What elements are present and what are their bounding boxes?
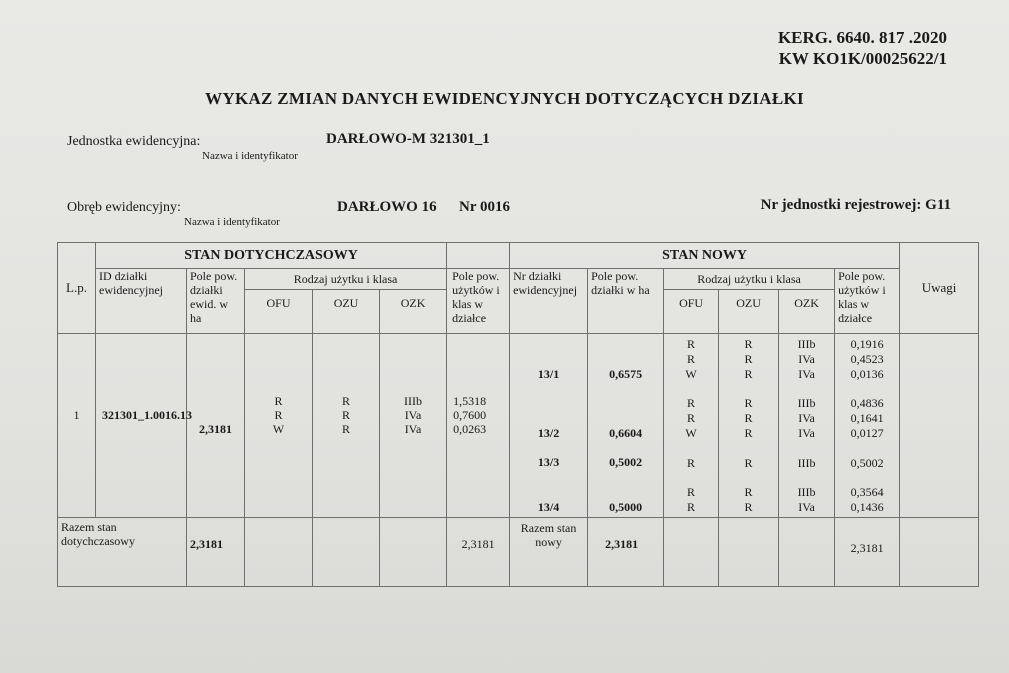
old-ofu-cell <box>245 334 313 518</box>
total-new-pole: 2,3181 <box>835 518 900 587</box>
old-ozu-1: R <box>341 394 350 408</box>
new-ozk-3-1: IIIb <box>797 456 816 470</box>
total-old-label: Razem stan dotychczasowy <box>58 518 187 587</box>
changes-table <box>57 242 979 587</box>
total-old-pole: 2,3181 <box>447 518 510 587</box>
new-ozu-3-1: R <box>744 456 753 470</box>
new-pole-1-1: 0,1916 <box>850 337 884 351</box>
row-pole-ewid: 2,3181 <box>199 422 232 436</box>
col-uwagi: Uwagi <box>900 243 979 334</box>
section-old-state: STAN DOTYCHCZASOWY <box>96 243 447 269</box>
new-ozu-1-1: R <box>744 337 753 351</box>
old-pole-1: 1,5318 <box>453 394 487 408</box>
new-pole-2-1: 0,4836 <box>850 396 884 410</box>
precinct-value: DARŁOWO 16 <box>337 199 437 215</box>
new-ozk-2-3: IVa <box>798 426 815 440</box>
col-pole-uzytkow-old: Pole pow. użytków i klas w działce <box>447 269 510 334</box>
new-parcel-4-area: 0,5000 <box>609 500 643 514</box>
new-ozk-1-3: IVa <box>798 367 815 381</box>
new-pole-1-3: 0,0136 <box>850 367 884 381</box>
old-ozk-2: IVa <box>404 408 422 422</box>
new-ofu-1-3: W <box>685 367 697 381</box>
precinct-number: Nr 0016 <box>459 199 510 215</box>
total-new-area: 2,3181 <box>588 518 664 587</box>
unit-label: Jednostka ewidencyjna: <box>67 134 201 149</box>
new-parcel-3-nr: 13/3 <box>537 455 560 469</box>
col-rodzaj-new: Rodzaj użytku i klasa <box>664 269 834 290</box>
col-nr-dzialki: Nr działki ewidencyjnej <box>510 269 588 334</box>
new-ofu-1-2: R <box>687 352 696 366</box>
new-parcel-3-area: 0,5002 <box>609 455 643 469</box>
old-ozu-3: R <box>341 422 350 436</box>
col-ofu-old: OFU <box>245 290 313 333</box>
new-pole-2-2: 0,1641 <box>850 411 884 425</box>
new-ozu-1-2: R <box>744 352 753 366</box>
new-pole-1-2: 0,4523 <box>850 352 884 366</box>
new-area-cell <box>588 334 664 518</box>
new-ozk-cell <box>779 334 835 518</box>
old-ozu-2: R <box>341 408 350 422</box>
col-lp: L.p. <box>58 243 96 334</box>
new-ozk-1-1: IIIb <box>797 337 816 351</box>
new-ozk-2-2: IVa <box>798 411 815 425</box>
col-ofu-new: OFU <box>664 290 719 333</box>
new-nr-cell <box>510 334 588 518</box>
document-reference <box>778 27 947 69</box>
new-ozu-cell <box>719 334 779 518</box>
new-parcel-1-nr: 13/1 <box>537 367 560 381</box>
old-pole-2: 0,7600 <box>453 408 487 422</box>
total-new-label: Razem stan nowy <box>510 518 588 587</box>
new-ofu-4-2: R <box>687 500 696 514</box>
old-pole-3: 0,0263 <box>453 422 487 436</box>
new-ozk-4-1: IIIb <box>797 485 816 499</box>
new-ozu-4-2: R <box>744 500 753 514</box>
new-ozu-2-3: R <box>744 426 753 440</box>
registry-unit: Nr jednostki rejestrowej: G11 <box>760 197 951 213</box>
total-old-area: 2,3181 <box>187 518 245 587</box>
col-ozu-new: OZU <box>719 290 779 333</box>
new-parcel-2-nr: 13/2 <box>537 426 560 440</box>
new-ofu-2-3: W <box>685 426 697 440</box>
precinct-sublabel: Nazwa i identyfikator <box>184 216 280 228</box>
old-ozu-cell <box>313 334 380 518</box>
new-parcel-1-area: 0,6575 <box>609 367 643 381</box>
new-ofu-2-1: R <box>687 396 696 410</box>
new-ozk-4-2: IVa <box>798 500 815 514</box>
unit-value: DARŁOWO-M 321301_1 <box>326 131 490 147</box>
kerg-number: KERG. 6640. 817 .2020 <box>777 28 947 47</box>
old-pole-cell <box>447 334 510 518</box>
precinct-label: Obręb ewidencyjny: <box>67 200 181 215</box>
old-ozk-3: IVa <box>404 422 422 436</box>
new-ozk-1-2: IVa <box>798 352 815 366</box>
col-ozk-old: OZK <box>400 296 426 310</box>
col-id-dzialki: ID działki ewidencyjnej <box>96 269 187 334</box>
new-ofu-cell <box>664 334 719 518</box>
old-ofu-3: W <box>272 422 285 436</box>
old-ofu-2: R <box>274 408 283 422</box>
new-pole-4-2: 0,1436 <box>850 500 884 514</box>
col-rodzaj-old: Rodzaj użytku i klasa <box>245 269 446 290</box>
new-parcel-2-area: 0,6604 <box>609 426 643 440</box>
new-ozu-1-3: R <box>744 367 753 381</box>
document-title: WYKAZ ZMIAN DANYCH EWIDENCYJNYCH DOTYCZĄCYCH DZIAŁKI <box>205 89 804 108</box>
col-pole-ha: Pole pow. działki w ha <box>588 269 664 334</box>
old-ozk-cell <box>380 334 447 518</box>
new-ofu-2-2: R <box>687 411 696 425</box>
new-ozu-4-1: R <box>744 485 753 499</box>
new-ofu-4-1: R <box>687 485 696 499</box>
totals-row <box>58 518 979 587</box>
old-ozk-1: IIIb <box>404 394 423 408</box>
new-pole-2-3: 0,0127 <box>850 426 884 440</box>
new-ofu-3-1: R <box>687 456 696 470</box>
table-row <box>58 334 979 518</box>
col-ozk-new: OZK <box>794 296 819 310</box>
row-id-dzialki: 321301_1.0016.13 <box>102 408 192 422</box>
old-ofu-1: R <box>274 394 283 408</box>
new-pole-cell <box>835 334 900 518</box>
col-pole-uzytkow-new: Pole pow. użytków i klas w działce <box>835 269 900 334</box>
new-ozu-2-1: R <box>744 396 753 410</box>
row-lp: 1 <box>73 408 80 422</box>
new-ozk-2-1: IIIb <box>797 396 816 410</box>
section-new-state: STAN NOWY <box>510 243 900 269</box>
new-ofu-1-1: R <box>687 337 696 351</box>
new-ozu-2-2: R <box>744 411 753 425</box>
unit-sublabel: Nazwa i identyfikator <box>202 150 298 162</box>
new-pole-4-1: 0,3564 <box>850 485 884 499</box>
col-ozu-old: OZU <box>313 290 380 333</box>
new-pole-3-1: 0,5002 <box>850 456 884 470</box>
col-pole-ewid: Pole pow. działki ewid. w ha <box>187 269 245 334</box>
kw-number: KW KO1K/00025622/1 <box>778 49 947 68</box>
new-parcel-4-nr: 13/4 <box>537 500 560 514</box>
